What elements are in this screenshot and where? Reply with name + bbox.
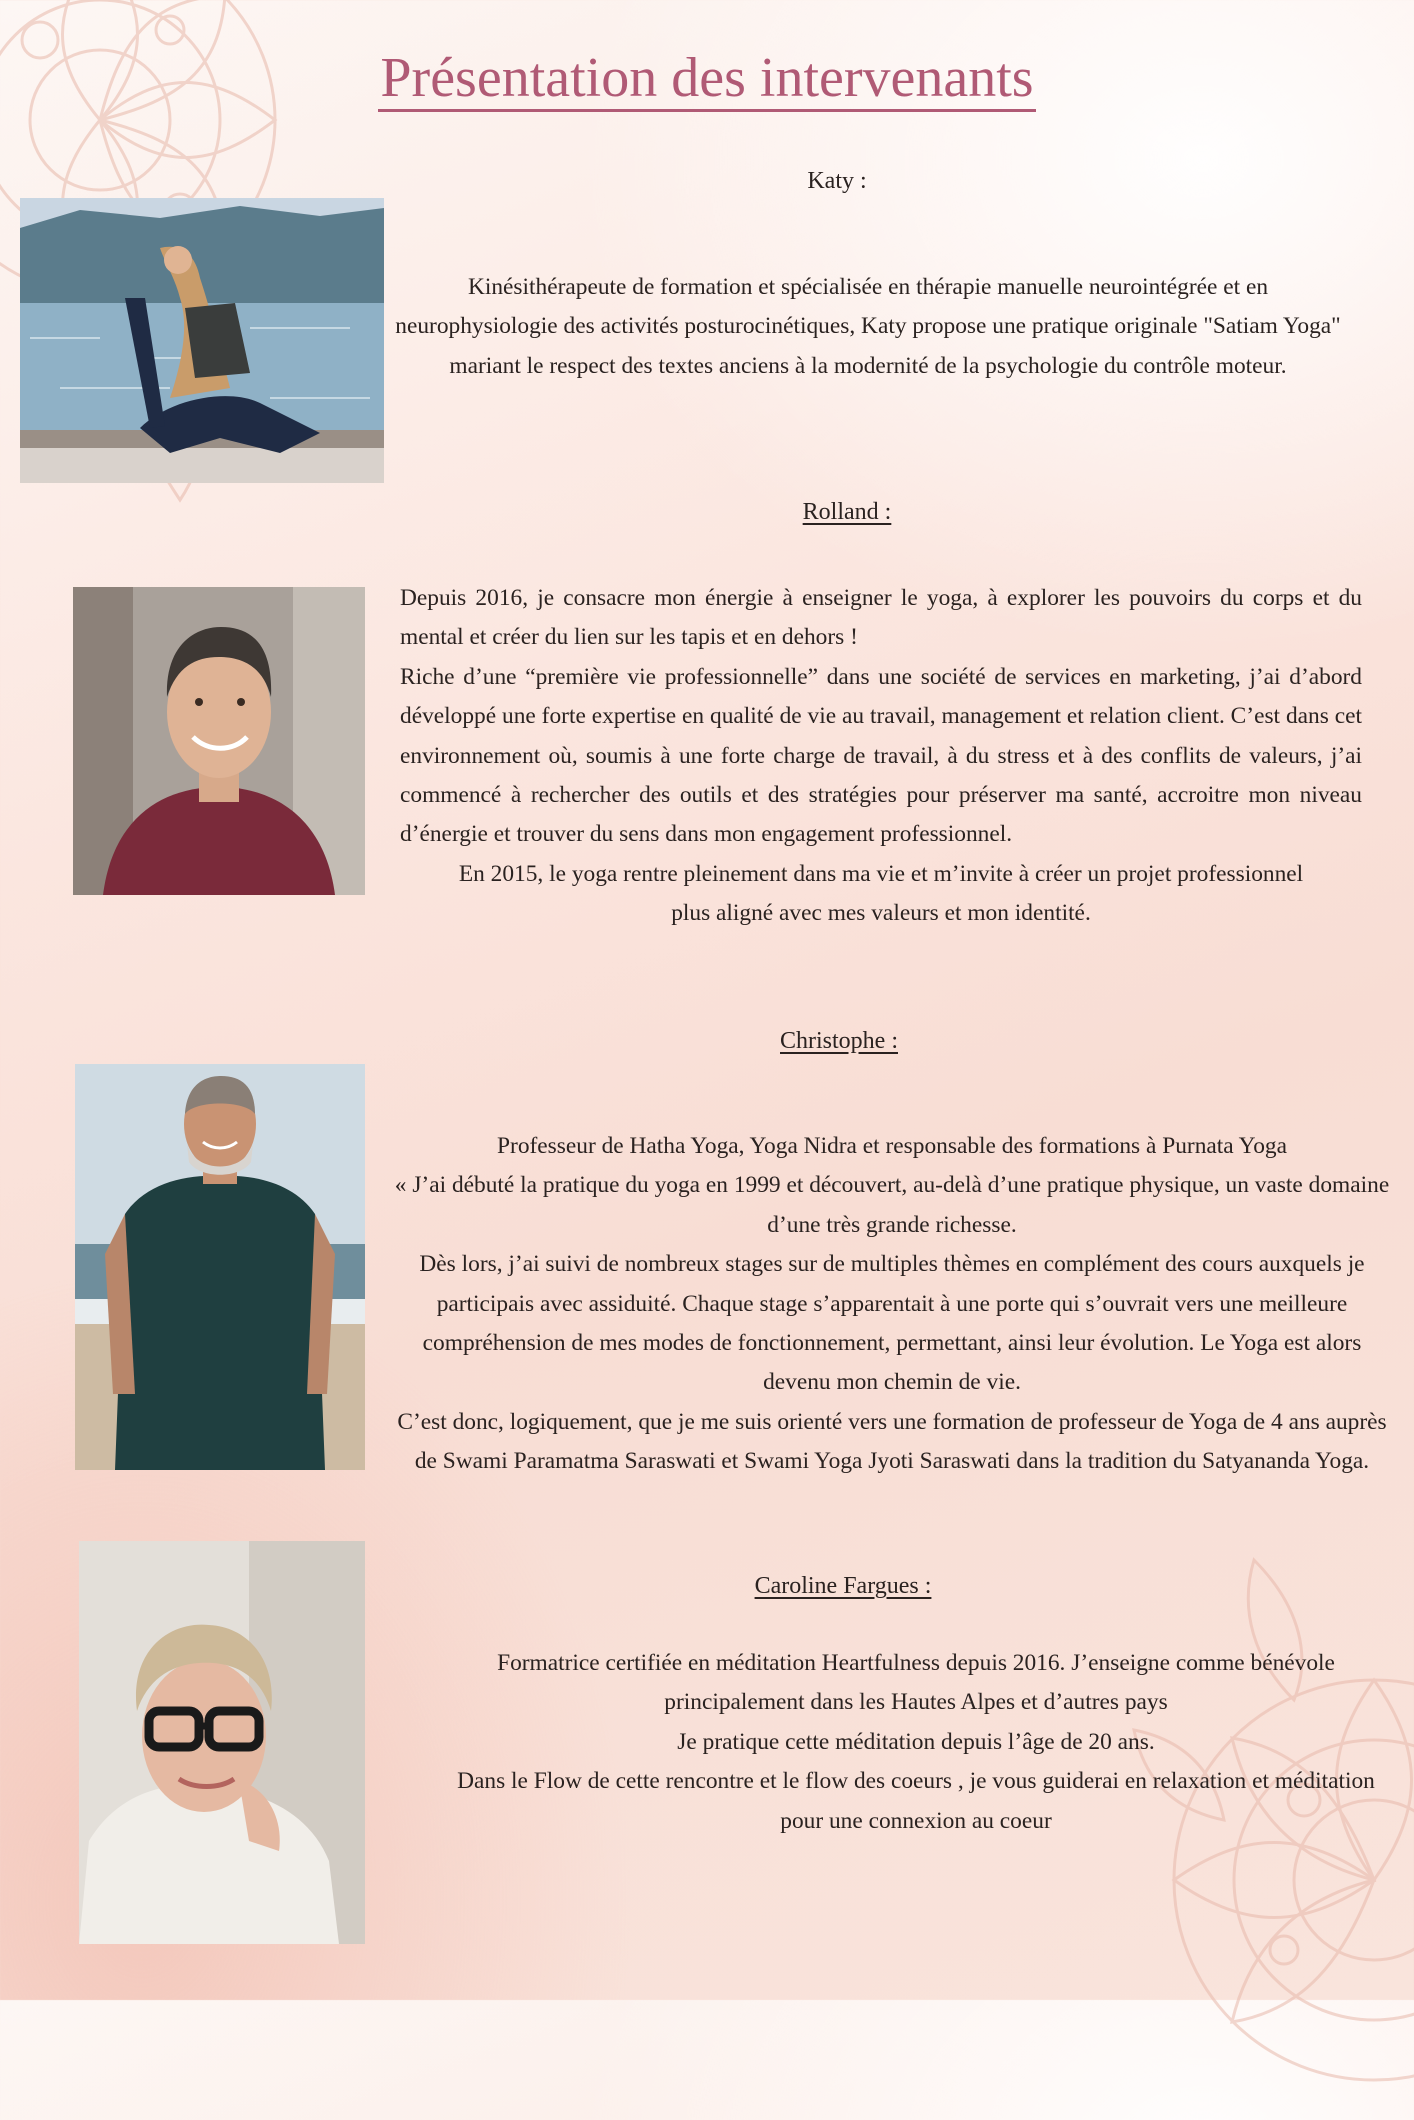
speaker-name-katy: Katy : [807, 168, 867, 194]
speaker-bio-christophe [394, 1127, 1390, 1482]
bio-paragraph: « J’ai débuté la pratique du yoga en 1999 et découvert, au-delà d’une pratique physique, un vaste domaine d’une très grande richesse. [394, 1172, 1390, 1238]
portrait-man-beach-photo [75, 1064, 365, 1470]
speaker-bio-katy [388, 268, 1348, 386]
bio-paragraph: Kinésithérapeute de formation et spécialisée en thérapie manuelle neurointégrée et en neurophysiologie des activités posturocinétiques, Katy propose une pratique originale "Satiam Yoga" mariant le respect des textes anciens à la modernité de la psychologie du contrôle moteur. [395, 274, 1341, 379]
bio-paragraph: Formatrice certifiée en méditation Heartfulness depuis 2016. J’enseigne comme bénévole principalement dans les Hautes Alpes et d’autres pays [497, 1650, 1335, 1716]
speaker-name-rolland: Rolland : [802, 499, 892, 525]
page-title: Présentation des intervenants [0, 42, 1414, 114]
speaker-bio-caroline [416, 1644, 1414, 1841]
bio-paragraph: Riche d’une “première vie professionnelle” dans une société de services en marketing, j’ai d’abord développé une forte expertise en qualité de vie au travail, management et relation client. C’est dans cet environnement où, soumis à une forte charge de travail, à du stress et à des conflits de valeurs, j’ai commencé à rechercher des outils et des stratégies pour préserver ma santé, accroitre mon niveau d’énergie et trouver du sens dans mon engagement professionnel. [400, 663, 1362, 848]
speaker-bio-rolland [400, 579, 1362, 934]
bio-paragraph: En 2015, le yoga rentre pleinement dans ma vie et m’invite à créer un projet professionnel plus aligné avec mes valeurs et mon identité. [458, 860, 1304, 927]
bio-paragraph: Depuis 2016, je consacre mon énergie à enseigner le yoga, à explorer les pouvoirs du corps et du mental et créer du lien sur les tapis et en dehors ! [400, 585, 1362, 651]
portrait-woman-glasses-photo [79, 1541, 365, 1944]
bio-paragraph: Dès lors, j’ai suivi de nombreux stages sur de multiples thèmes en complément des cours auxquels je participais avec assiduité. Chaque stage s’apparentait à une porte qui s’ouvrait vers une meilleure compréhension de mes modes de fonctionnement, permettant, ainsi leur évolution. Le Yoga est alors devenu mon chemin de vie. [419, 1251, 1365, 1396]
bio-paragraph: C’est donc, logiquement, que je me suis orienté vers une formation de professeur de Yoga de 4 ans auprès de Swami Paramatma Saraswati et Swami Yoga Jyoti Saraswati dans la tradition du Satyananda Yoga. [397, 1408, 1387, 1475]
yoga-pose-lake-photo [20, 198, 384, 483]
bio-paragraph: Professeur de Hatha Yoga, Yoga Nidra et responsable des formations à Purnata Yoga [497, 1133, 1287, 1159]
speaker-name-caroline: Caroline Fargues : [754, 1573, 932, 1599]
speaker-name-christophe: Christophe : [780, 1028, 898, 1054]
portrait-man-smiling-photo [73, 587, 365, 895]
bio-paragraph: Je pratique cette méditation depuis l’âge de 20 ans. [677, 1728, 1155, 1755]
bio-paragraph: Dans le Flow de cette rencontre et le flow des coeurs , je vous guiderai en relaxation et méditation pour une connexion au coeur [457, 1768, 1375, 1834]
